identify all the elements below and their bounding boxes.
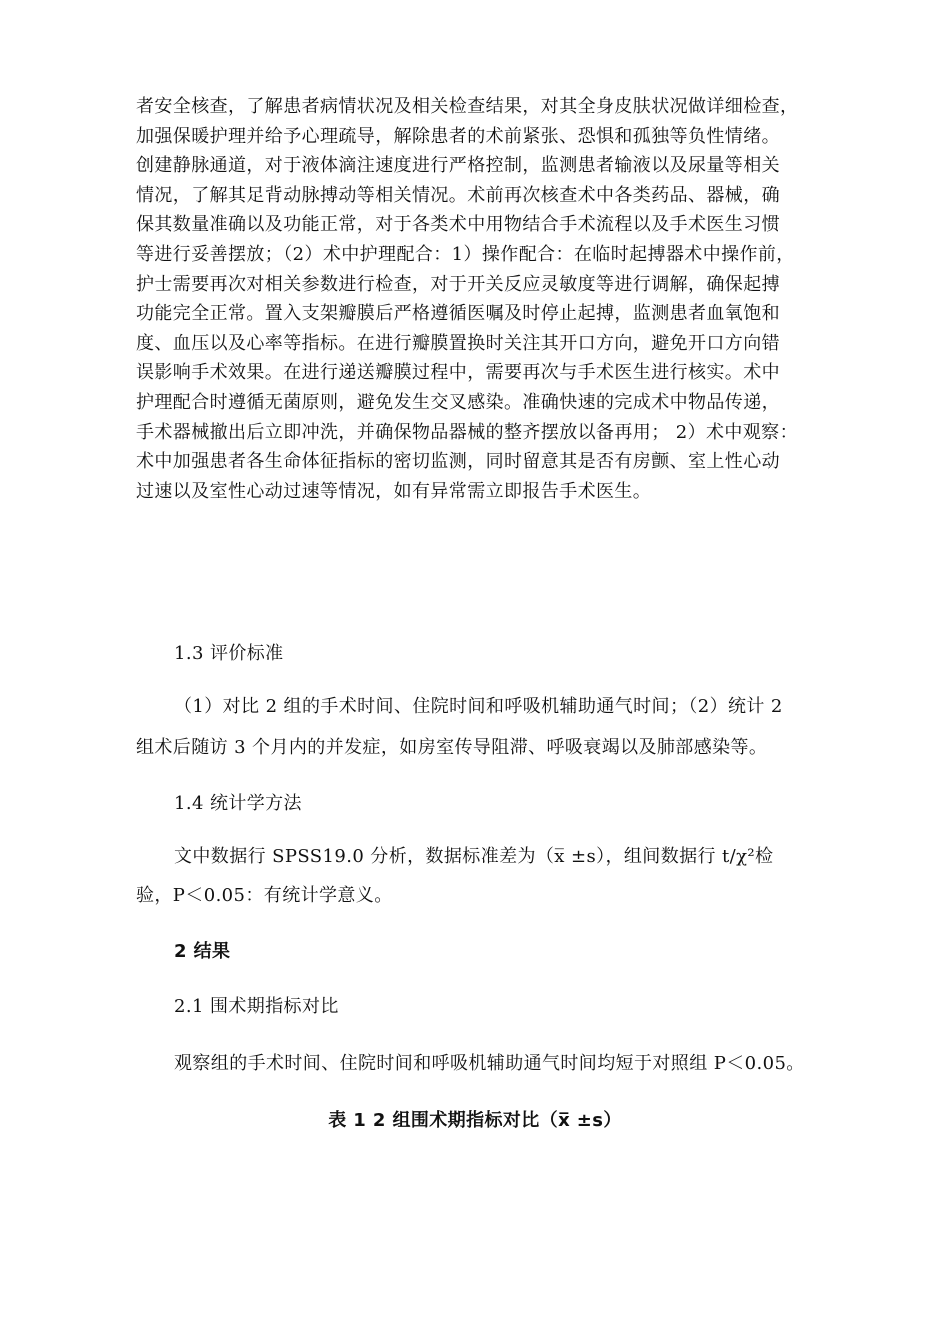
section-2-1-line: 观察组的手术时间、住院时间和呼吸机辅助通气时间均短于对照组 P＜0.05。 [174, 1053, 805, 1074]
paragraph-line: 情况，了解其足背动脉搏动等相关情况。术前再次核查术中各类药品、器械，确 [136, 184, 780, 206]
paragraph-line: 加强保暖护理并给予心理疏导，解除患者的术前紧张、恐惧和孤独等负性情绪。 [136, 125, 780, 147]
section-1-3-line: 组术后随访 3 个月内的并发症，如房室传导阻滞、呼吸衰竭以及肺部感染等。 [136, 737, 768, 758]
paragraph-line: 创建静脉通道，对于液体滴注速度进行严格控制，监测患者输液以及尿量等相关 [136, 155, 780, 177]
section-1-4-line: 验，P＜0.05：有统计学意义。 [136, 885, 393, 906]
paragraph-line: 手术器械撤出后立即冲洗，并确保物品器械的整齐摆放以备再用； 2）术中观察： [136, 421, 798, 443]
section-1-4-line: 文中数据行 SPSS19.0 分析，数据标准差为（x̅ ±s），组间数据行 t/χ²检 [174, 846, 774, 867]
section-heading-2: 2 结果 [174, 941, 231, 962]
paragraph-line: 护理配合时遵循无菌原则，避免发生交叉感染。准确快速的完成术中物品传递， [136, 391, 780, 413]
table-caption: 表 1 2 组围术期指标对比（x̅ ±s） [328, 1110, 622, 1131]
paragraph-line: 保其数量准确以及功能正常，对于各类术中用物结合手术流程以及手术医生习惯 [136, 214, 780, 236]
paragraph-line: 等进行妥善摆放；（2）术中护理配合：1）操作配合：在临时起搏器术中操作前， [136, 243, 795, 265]
paragraph-line: 度、血压以及心率等指标。在进行瓣膜置换时关注其开口方向，避免开口方向错 [136, 332, 780, 354]
paragraph-line: 术中加强患者各生命体征指标的密切监测，同时留意其是否有房颤、室上性心动 [136, 451, 780, 473]
body-paragraph [136, 92, 836, 506]
paragraph-line: 过速以及室性心动过速等情况，如有异常需立即报告手术医生。 [136, 480, 652, 502]
section-heading-1-4: 1.4 统计学方法 [174, 793, 302, 814]
section-1-3-line: （1）对比 2 组的手术时间、住院时间和呼吸机辅助通气时间；（2）统计 2 [174, 696, 783, 717]
section-heading-2-1: 2.1 围术期指标对比 [174, 996, 339, 1017]
paragraph-line: 功能完全正常。置入支架瓣膜后严格遵循医嘱及时停止起搏，监测患者血氧饱和 [136, 303, 780, 325]
paragraph-line: 者安全核查，了解患者病情状况及相关检查结果，对其全身皮肤状况做详细检查， [136, 96, 799, 117]
section-heading-1-3: 1.3 评价标准 [174, 643, 284, 664]
paragraph-line: 护士需要再次对相关参数进行检查，对于开关反应灵敏度等进行调解，确保起搏 [136, 273, 780, 295]
paragraph-line: 误影响手术效果。在进行递送瓣膜过程中，需要再次与手术医生进行核实。术中 [136, 362, 780, 384]
